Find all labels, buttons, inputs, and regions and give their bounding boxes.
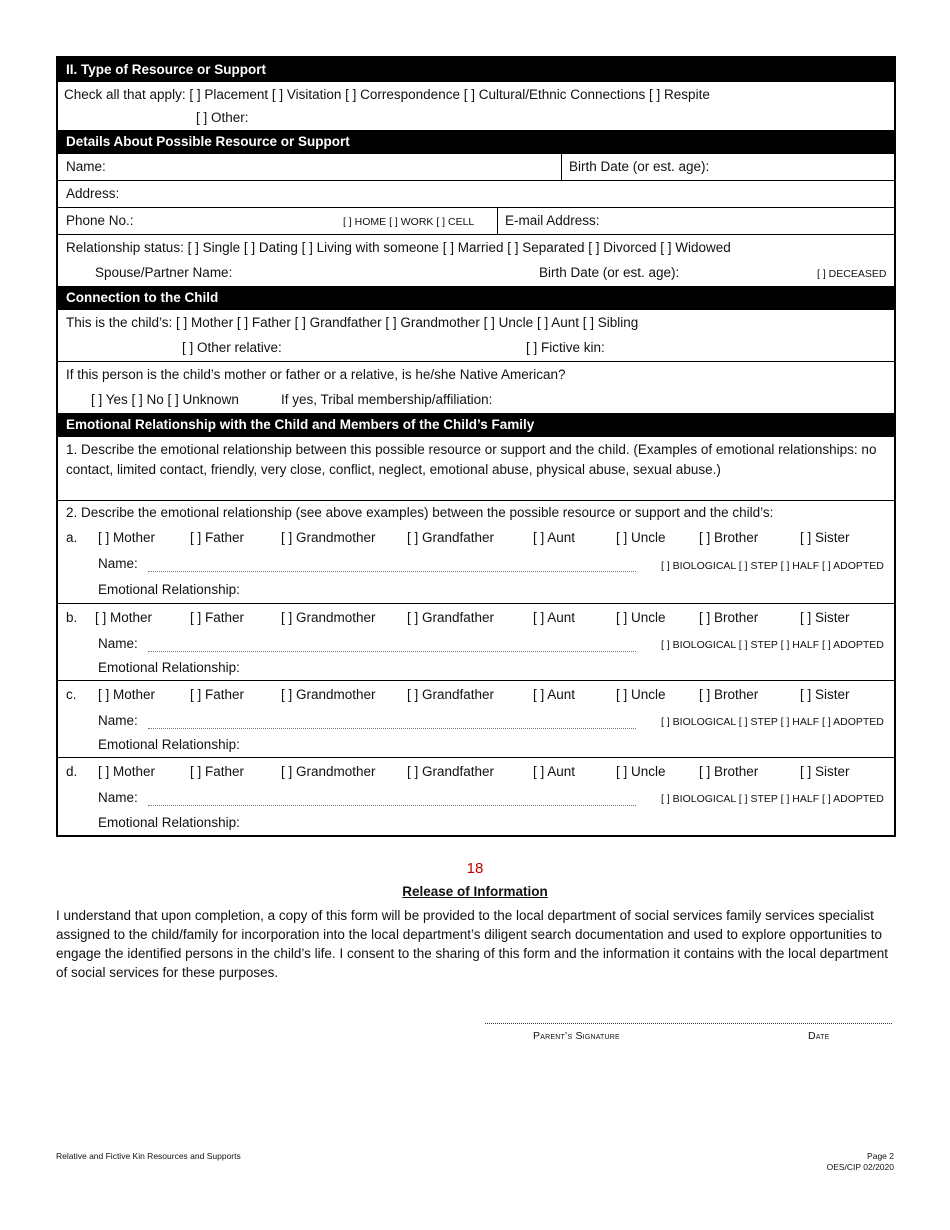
name-row	[58, 154, 894, 180]
option-brother[interactable]: [ ] Brother	[699, 687, 759, 702]
relationship-status-row	[58, 234, 894, 286]
address-row	[58, 180, 894, 207]
option-uncle[interactable]: [ ] Uncle	[616, 530, 666, 545]
family-letter: b.	[66, 610, 78, 625]
signature-label: Parent’s Signature	[533, 1030, 620, 1042]
option-sister[interactable]: [ ] Sister	[800, 530, 850, 545]
footer-page: Page 2	[867, 1151, 894, 1161]
bio-type-checkboxes[interactable]: [ ] BIOLOGICAL [ ] STEP [ ] HALF [ ] ADOPTED	[661, 793, 884, 805]
emotional-relationship-field[interactable]: Emotional Relationship:	[98, 737, 240, 752]
fictive-kin-checkbox[interactable]: [ ] Fictive kin:	[526, 340, 605, 355]
release-text: I understand that upon completion, a copy of this form will be provided to the local department of social services family services specialist assigned to the child/family for incorporation into the local department’s diligent search documentation and used to explore opportunities to engage the identified persons in the child’s life. I consent to the sharing of this form and the information it contains with the local department of social services for these purposes.	[56, 908, 888, 980]
option-mother[interactable]: [ ] Mother	[98, 687, 156, 702]
name-label: Name:	[98, 636, 138, 651]
option-grandmother[interactable]: [ ] Grandmother	[281, 764, 376, 779]
birth-date-field[interactable]: Birth Date (or est. age):	[569, 159, 710, 174]
name-label: Name:	[98, 713, 138, 728]
footer-title: Relative and Fictive Kin Resources and Supports	[56, 1151, 241, 1161]
name-input-line[interactable]	[148, 571, 636, 572]
option-brother[interactable]: [ ] Brother	[699, 530, 759, 545]
option-grandmother[interactable]: [ ] Grandmother	[281, 610, 376, 625]
other-relative-checkbox[interactable]: [ ] Other relative:	[182, 340, 282, 355]
name-input-line[interactable]	[148, 805, 636, 806]
option-sister[interactable]: [ ] Sister	[800, 764, 850, 779]
option-uncle[interactable]: [ ] Uncle	[616, 764, 666, 779]
name-input-line[interactable]	[148, 728, 636, 729]
name-input-line[interactable]	[148, 651, 636, 652]
q2-row	[58, 500, 894, 526]
option-father[interactable]: [ ] Father	[190, 764, 245, 779]
details-header: Details About Possible Resource or Support	[58, 130, 894, 154]
q2-text: 2. Describe the emotional relationship (see above examples) between the possible resource or support and the child’s:	[66, 505, 774, 520]
family-letter: c.	[66, 687, 77, 702]
option-grandmother[interactable]: [ ] Grandmother	[281, 530, 376, 545]
spouse-name-field[interactable]: Spouse/Partner Name:	[95, 265, 233, 280]
option-father[interactable]: [ ] Father	[190, 530, 245, 545]
emotional-relationship-field[interactable]: Emotional Relationship:	[98, 582, 240, 597]
option-mother[interactable]: [ ] Mother	[98, 764, 156, 779]
native-american-checkboxes[interactable]: [ ] Yes [ ] No [ ] Unknown	[91, 392, 239, 407]
family-member-block-d	[58, 757, 894, 835]
family-letter: a.	[66, 530, 78, 545]
q1-text: 1. Describe the emotional relationship between this possible resource or support and the child. (Examples of emotional relationships: no contact, limited contact, friendly, very close, conflict, neglect, emotional abuse, physical abuse, sexual abuse.)	[66, 442, 877, 477]
option-aunt[interactable]: [ ] Aunt	[533, 764, 576, 779]
resource-type-checkboxes[interactable]: Check all that apply: [ ] Placement [ ] Visitation [ ] Correspondence [ ] Cultural/Ethnic Connections [ ] Respite	[64, 87, 710, 102]
name-label: Name:	[98, 790, 138, 805]
emotional-relationship-field[interactable]: Emotional Relationship:	[98, 815, 240, 830]
email-field[interactable]: E-mail Address:	[505, 213, 600, 228]
option-uncle[interactable]: [ ] Uncle	[616, 610, 666, 625]
bio-type-checkboxes[interactable]: [ ] BIOLOGICAL [ ] STEP [ ] HALF [ ] ADOPTED	[661, 716, 884, 728]
release-title: Release of Information	[402, 884, 548, 899]
name-label: Name:	[98, 556, 138, 571]
phone-type-checkboxes[interactable]: [ ] HOME [ ] WORK [ ] CELL	[343, 216, 475, 228]
resource-support-form	[56, 56, 896, 837]
option-uncle[interactable]: [ ] Uncle	[616, 687, 666, 702]
deceased-checkbox[interactable]: [ ] DECEASED	[817, 268, 887, 280]
other-resource-checkbox[interactable]: [ ] Other:	[196, 110, 249, 125]
option-father[interactable]: [ ] Father	[190, 610, 245, 625]
relationship-status-checkboxes[interactable]: Relationship status: [ ] Single [ ] Dating [ ] Living with someone [ ] Married [ ] Separated [ ] Divorced [ ] Widowed	[66, 240, 731, 255]
spouse-birth-date-field[interactable]: Birth Date (or est. age):	[539, 265, 680, 280]
date-label: Date	[808, 1030, 830, 1042]
option-grandmother[interactable]: [ ] Grandmother	[281, 687, 376, 702]
option-father[interactable]: [ ] Father	[190, 687, 245, 702]
signature-line[interactable]	[485, 1023, 892, 1024]
option-sister[interactable]: [ ] Sister	[800, 687, 850, 702]
tribal-membership-field[interactable]: If yes, Tribal membership/affiliation:	[281, 392, 493, 407]
name-field[interactable]: Name:	[66, 159, 106, 174]
option-mother[interactable]: [ ] Mother	[95, 610, 153, 625]
phone-field[interactable]: Phone No.:	[66, 213, 134, 228]
option-aunt[interactable]: [ ] Aunt	[533, 687, 576, 702]
option-mother[interactable]: [ ] Mother	[98, 530, 156, 545]
bio-type-checkboxes[interactable]: [ ] BIOLOGICAL [ ] STEP [ ] HALF [ ] ADOPTED	[661, 560, 884, 572]
phone-row	[58, 207, 894, 234]
family-member-block-c	[58, 680, 894, 757]
connection-header: Connection to the Child	[58, 286, 894, 310]
option-grandfather[interactable]: [ ] Grandfather	[407, 530, 495, 545]
native-american-question: If this person is the child’s mother or father or a relative, is he/she Native American?	[66, 367, 566, 382]
bio-type-checkboxes[interactable]: [ ] BIOLOGICAL [ ] STEP [ ] HALF [ ] ADOPTED	[661, 639, 884, 651]
address-field[interactable]: Address:	[66, 186, 120, 201]
option-grandfather[interactable]: [ ] Grandfather	[407, 687, 495, 702]
q1-row	[58, 437, 894, 500]
family-member-block-b	[58, 603, 894, 680]
option-sister[interactable]: [ ] Sister	[800, 610, 850, 625]
emotional-relationship-header: Emotional Relationship with the Child and Members of the Child’s Family	[58, 413, 894, 437]
option-brother[interactable]: [ ] Brother	[699, 764, 759, 779]
option-aunt[interactable]: [ ] Aunt	[533, 610, 576, 625]
emotional-relationship-field[interactable]: Emotional Relationship:	[98, 660, 240, 675]
option-grandfather[interactable]: [ ] Grandfather	[407, 610, 495, 625]
child-relation-checkboxes[interactable]: This is the child’s: [ ] Mother [ ] Father [ ] Grandfather [ ] Grandmother [ ] Uncle [ ] Aunt [ ] Sibling	[66, 315, 639, 330]
child-relation-row	[58, 310, 894, 361]
check-all-row	[58, 82, 894, 130]
native-american-row	[58, 361, 894, 413]
family-member-block-a	[58, 526, 894, 603]
option-aunt[interactable]: [ ] Aunt	[533, 530, 576, 545]
option-brother[interactable]: [ ] Brother	[699, 610, 759, 625]
section-type-of-resource-header: II. Type of Resource or Support	[58, 58, 894, 82]
family-letter: d.	[66, 764, 78, 779]
option-grandfather[interactable]: [ ] Grandfather	[407, 764, 495, 779]
footer-code: OES/CIP 02/2020	[826, 1162, 894, 1172]
page-number: 18	[466, 860, 484, 877]
